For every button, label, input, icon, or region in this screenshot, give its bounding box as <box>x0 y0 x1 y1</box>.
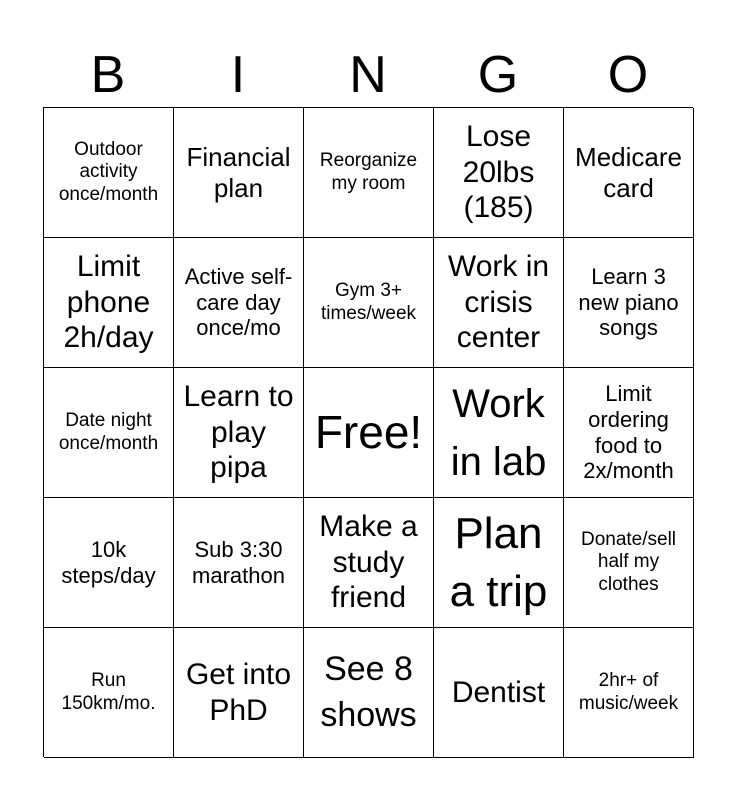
bingo-cell[interactable]: Work in lab <box>434 368 564 498</box>
bingo-cell[interactable]: Learn 3 new piano songs <box>564 238 694 368</box>
bingo-cell[interactable]: Lose 20lbs (185) <box>434 108 564 238</box>
bingo-cell[interactable]: 2hr+ of music/week <box>564 628 694 758</box>
bingo-cell[interactable]: See 8 shows <box>304 628 434 758</box>
header-letter-i: I <box>230 46 246 104</box>
bingo-cell[interactable]: Run 150km/mo. <box>44 628 174 758</box>
bingo-cell[interactable]: Limit ordering food to 2x/month <box>564 368 694 498</box>
bingo-cell[interactable]: Sub 3:30 marathon <box>174 498 304 628</box>
bingo-cell[interactable]: Outdoor activity once/month <box>44 108 174 238</box>
bingo-cell[interactable]: Reorganize my room <box>304 108 434 238</box>
bingo-header <box>43 44 693 106</box>
header-letter-g: G <box>477 46 519 104</box>
bingo-cell[interactable]: Get into PhD <box>174 628 304 758</box>
bingo-cell[interactable]: Gym 3+ times/week <box>304 238 434 368</box>
bingo-cell[interactable]: Medicare card <box>564 108 694 238</box>
bingo-cell[interactable]: Dentist <box>434 628 564 758</box>
bingo-grid <box>43 107 693 757</box>
bingo-cell[interactable]: Plan a trip <box>434 498 564 628</box>
bingo-cell[interactable]: Donate/sell half my clothes <box>564 498 694 628</box>
bingo-cell[interactable]: Learn to play pipa <box>174 368 304 498</box>
header-letter-n: N <box>349 46 387 104</box>
bingo-cell[interactable]: Work in crisis center <box>434 238 564 368</box>
bingo-cell[interactable]: Make a study friend <box>304 498 434 628</box>
bingo-cell[interactable]: Date night once/month <box>44 368 174 498</box>
bingo-cell[interactable]: Financial plan <box>174 108 304 238</box>
bingo-cell[interactable]: Active self-care day once/mo <box>174 238 304 368</box>
free-space-cell[interactable]: Free! <box>304 368 434 498</box>
bingo-cell[interactable]: 10k steps/day <box>44 498 174 628</box>
header-letter-o: O <box>607 46 649 104</box>
header-letter-b: B <box>90 46 126 104</box>
bingo-cell[interactable]: Limit phone 2h/day <box>44 238 174 368</box>
